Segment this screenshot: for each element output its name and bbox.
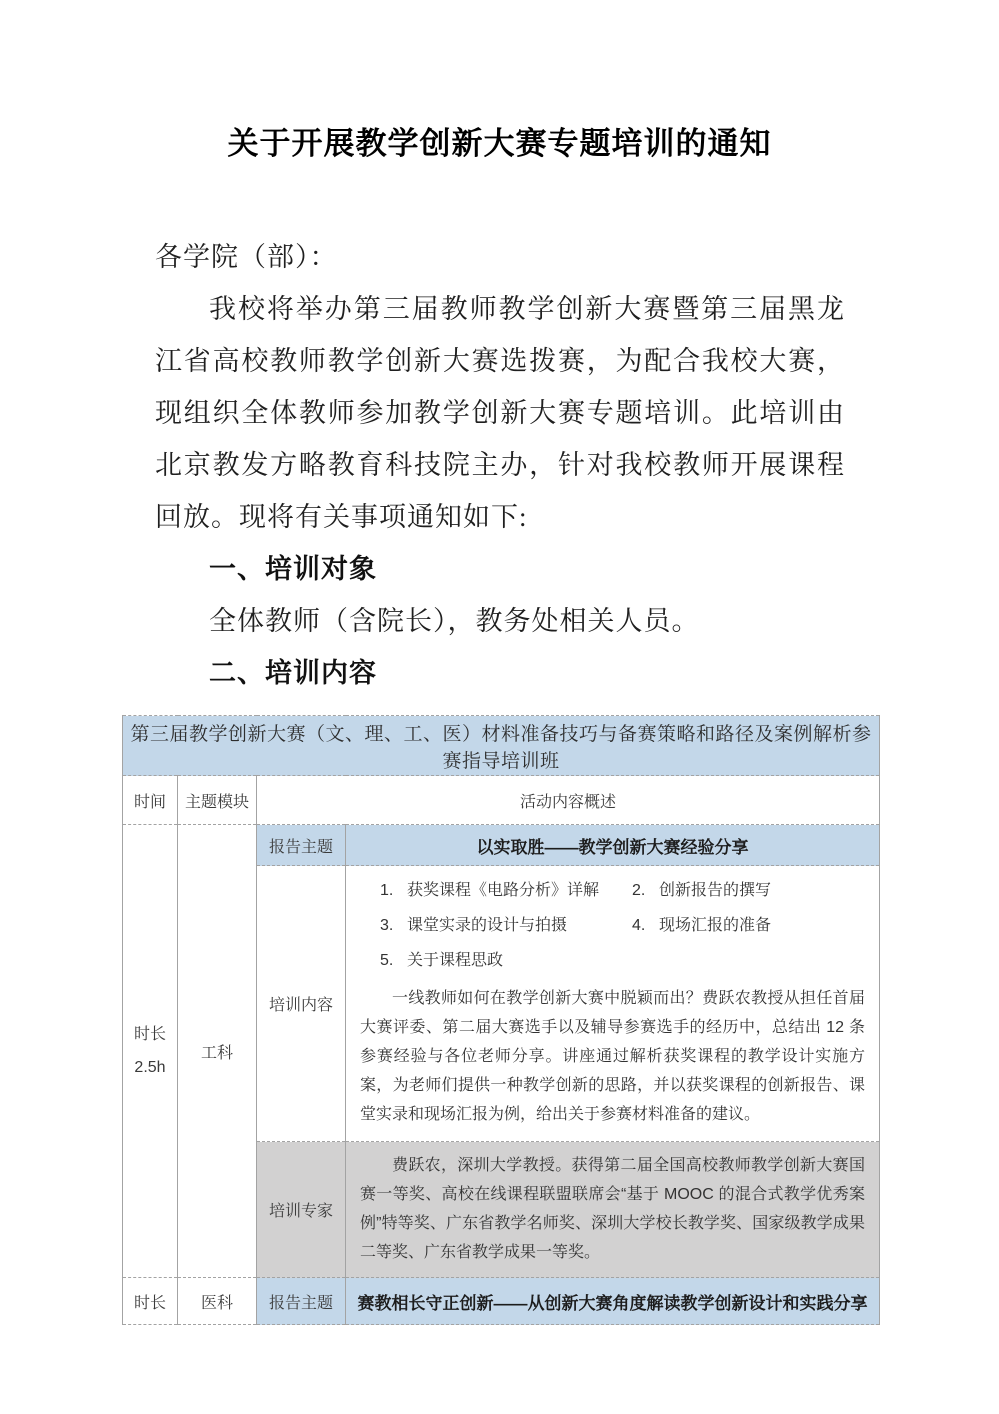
document-body [155,231,845,699]
section-heading-training-target: 一、培训对象 [209,554,377,584]
column-header-time: 时间 [123,776,178,825]
medical-module-cell: 医科 [178,1278,257,1325]
list-item-number: 4. [632,917,646,934]
table-header-row [123,776,880,825]
salutation: 各学院（部）： [155,242,338,272]
list-item-text: 创新报告的撰写 [659,882,772,899]
engineering-content-cell [346,866,880,1142]
expert-label: 培训专家 [257,1142,346,1278]
list-item-number: 3. [380,917,394,934]
content-paragraph: 一线教师如何在教学创新大赛中脱颖而出？费跃农教授从担任首届大赛评委、第二届大赛选手以及辅导参赛选手的经历中，总结出 12 条参赛经验与各位老师分享。讲座通过解析获奖课程的教学设计实施方案，为老师们提供一种教学创新的思路，并以获奖课程的创新报告、课堂实录和现场汇报为例，给出关于参赛材料准备的建议。 [360,990,866,1123]
engineering-topic-label: 报告主题 [257,825,346,866]
column-header-module: 主题模块 [178,776,257,825]
list-item-number: 1. [380,882,394,899]
expert-cell [346,1142,880,1278]
content-item-list [380,880,865,972]
list-item [380,915,632,937]
table-banner: 第三届教学创新大赛（文、理、工、医）材料准备技巧与备赛策略和路径及案例解析参赛指导培训班 [123,716,880,776]
medical-topic-title: 赛教相长守正创新——从创新大赛角度解读教学创新设计和实践分享 [346,1278,880,1325]
list-item [380,880,632,902]
engineering-duration-cell [123,825,178,1278]
list-item-text: 关于课程思政 [407,952,504,969]
section-body-training-target: 全体教师（含院长），教务处相关人员。 [209,606,700,636]
section-heading-training-content: 二、培训内容 [209,658,377,688]
engineering-content-label: 培训内容 [257,866,346,1142]
duration-label: 时长 [133,1025,166,1043]
duration-value: 2.5h [134,1058,166,1076]
medical-topic-row [123,1278,880,1325]
list-item-number: 5. [380,952,394,969]
column-header-activity: 活动内容概述 [257,776,880,825]
medical-topic-label: 报告主题 [257,1278,346,1325]
page-title: 关于开展教学创新大赛专题培训的通知 [227,126,772,161]
intro-paragraph: 我校将举办第三届教师教学创新大赛暨第三届黑龙江省高校教师教学创新大赛选拨赛，为配合我校大赛，现组织全体教师参加教学创新大赛专题培训。此培训由北京教发方略教育科技院主办，针对我校教师开展课程回放。现将有关事项通知如下: [155,294,845,532]
list-item [632,880,865,902]
list-item-text: 课堂实录的设计与拍摄 [407,917,568,934]
medical-duration-cell: 时长 [123,1278,178,1325]
list-item-number: 2. [632,882,646,899]
expert-paragraph: 费跃农，深圳大学教授。获得第二届全国高校教师教学创新大赛国赛一等奖、高校在线课程联盟联席会“基于 MOOC 的混合式教学优秀案例”特等奖、广东省教学名师奖、深圳大学校长教学奖、国家级教学成果二等奖、广东省教学成果一等奖。 [360,1157,866,1261]
list-item [632,915,865,937]
list-item-text: 获奖课程《电路分析》详解 [407,882,600,899]
training-table [122,715,880,1325]
list-item-text: 现场汇报的准备 [659,917,772,934]
list-item [380,950,632,972]
engineering-module-cell: 工科 [178,825,257,1278]
table-banner-row [123,716,880,776]
engineering-topic-row [123,825,880,866]
engineering-topic-title: 以实取胜——教学创新大赛经验分享 [346,825,880,866]
